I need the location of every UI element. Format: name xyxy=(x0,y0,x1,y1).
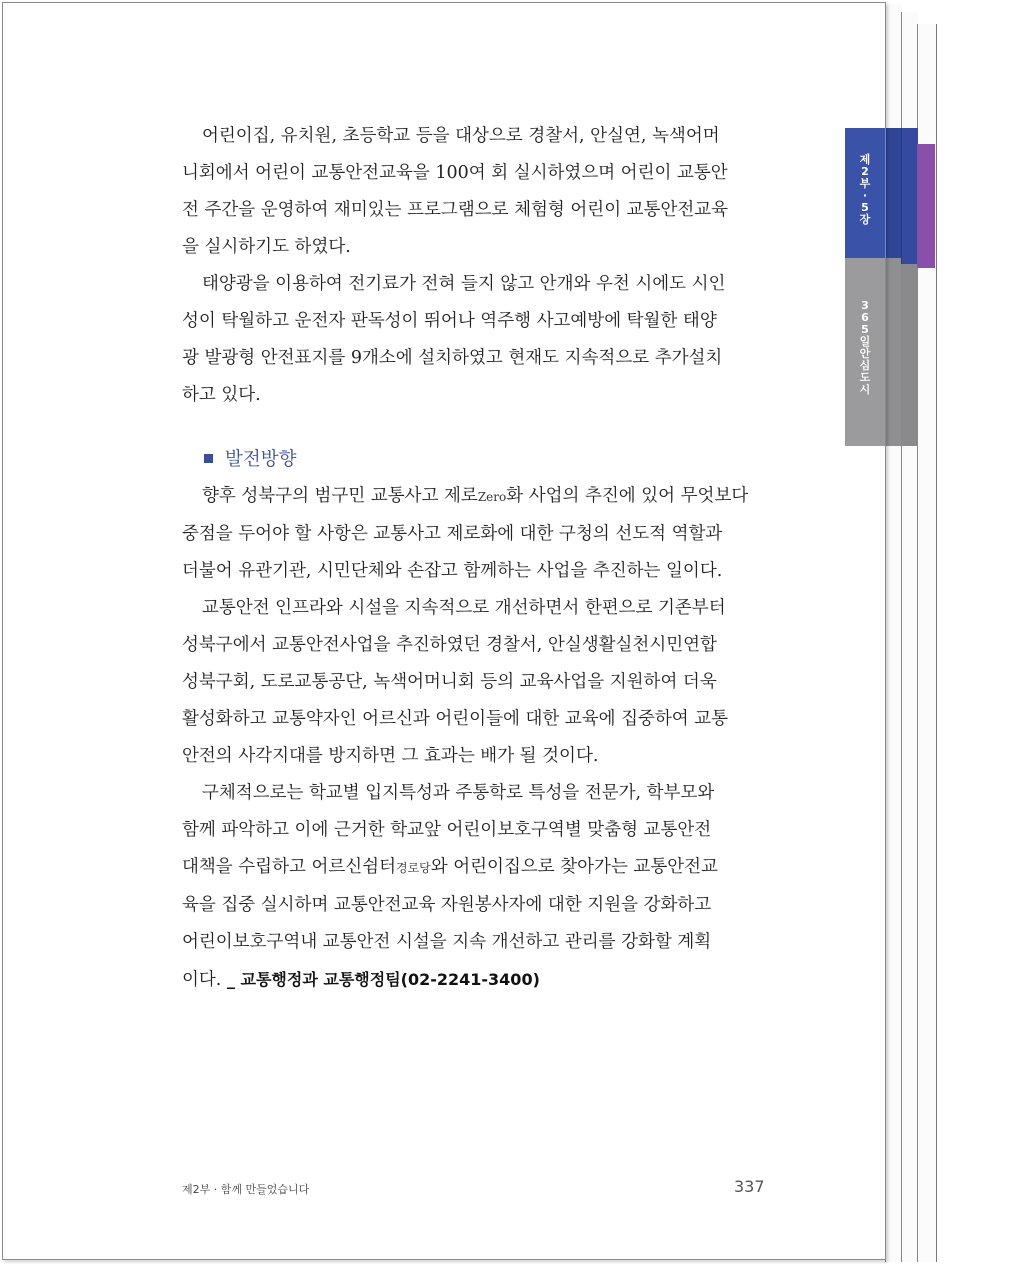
text-line: 성북구에서 교통안전사업을 추진하였던 경찰서, 안실생활실천시민연합 xyxy=(182,635,717,655)
text-line: 활성화하고 교통약자인 어르신과 어린이들에 대한 교육에 집중하여 교통 xyxy=(182,709,729,729)
text-line: 안전의 사각지대를 방지하면 그 효과는 배가 될 것이다. xyxy=(182,746,599,766)
text-line: 구체적으로는 학교별 입지특성과 주통학로 특성을 전문가, 학부모와 xyxy=(202,783,715,803)
tab-edge-blue xyxy=(901,128,918,264)
paragraph xyxy=(182,775,764,999)
running-footer: 제2부 · 함께 만들었습니다 xyxy=(182,1183,310,1196)
text-line: 교통안전 인프라와 시설을 지속적으로 개선하면서 한편으로 기존부터 xyxy=(202,598,726,618)
text-line: 전 주간을 운영하여 재미있는 프로그램으로 체험형 어린이 교통안전교육 xyxy=(182,200,729,220)
text-line: 더불어 유관기관, 시민단체와 손잡고 함께하는 사업을 추진하는 일이다. xyxy=(182,561,723,581)
paragraph xyxy=(182,478,764,590)
tab-char: 심 xyxy=(859,359,871,372)
text-line: 광 발광형 안전표지를 9개소에 설치하였고 현재도 지속적으로 추가설치 xyxy=(182,348,723,368)
section-heading xyxy=(204,440,764,476)
tab-edge-gray xyxy=(885,258,901,446)
tab-edge-purple xyxy=(917,144,935,268)
text-line xyxy=(182,849,764,887)
page-number: 337 xyxy=(734,1177,765,1196)
tab-char: 5 xyxy=(861,201,869,214)
tab-char: 장 xyxy=(859,213,871,226)
bullet-square-icon xyxy=(204,454,213,463)
tab-char: · xyxy=(862,189,868,202)
text-line: 중점을 두어야 할 사항은 교통사고 제로화에 대한 구청의 선도적 역할과 xyxy=(182,524,723,544)
body-text xyxy=(182,118,764,999)
text-line: 어린이집, 유치원, 초등학교 등을 대상으로 경찰서, 안실연, 녹색어머 xyxy=(202,126,720,146)
chapter-tab-label xyxy=(845,154,885,226)
credit-line: _ 교통행정과 교통행정팀(02-2241-3400) xyxy=(226,970,540,989)
paragraph xyxy=(182,266,764,414)
text-line: 육을 집중 실시하며 교통안전교육 자원봉사자에 대한 지원을 강화하고 xyxy=(182,895,712,915)
tab-char: 도 xyxy=(859,371,871,384)
chapter-tab[interactable] xyxy=(845,128,885,258)
text-line: 하고 있다. xyxy=(182,385,261,405)
tab-char: 안 xyxy=(859,347,871,360)
tab-char: 2 xyxy=(861,165,869,178)
tab-char: 제 xyxy=(859,153,871,166)
text-run-small: 경로당 xyxy=(396,861,431,875)
tab-char: 5 xyxy=(861,323,869,336)
text-line xyxy=(182,478,764,516)
text-run: 와 어린이집으로 찾아가는 교통안전교 xyxy=(430,857,718,877)
tab-char: 부 xyxy=(859,177,871,190)
text-line: 어린이보호구역내 교통안전 시설을 지속 개선하고 관리를 강화할 계획 xyxy=(182,932,712,952)
text-run-small: Zero xyxy=(477,490,507,504)
text-run: 화 사업의 추진에 있어 무엇보다 xyxy=(506,486,749,506)
section-tab-label xyxy=(845,300,885,396)
text-line: 함께 파악하고 이에 근거한 학교앞 어린이보호구역별 맞춤형 교통안전 xyxy=(182,820,712,840)
section-tab[interactable] xyxy=(845,258,885,446)
tab-char: 일 xyxy=(859,335,871,348)
text-line: 태양광을 이용하여 전기료가 전혀 들지 않고 안개와 우천 시에도 시인 xyxy=(202,274,726,294)
section-heading-label: 발전방향 xyxy=(225,449,297,470)
tab-char: 3 xyxy=(861,299,869,312)
text-line: 성북구회, 도로교통공단, 녹색어머니회 등의 교육사업을 지원하여 더욱 xyxy=(182,672,717,692)
tab-char: 시 xyxy=(859,383,871,396)
tab-edge-gray xyxy=(901,264,917,446)
text-line: 성이 탁월하고 운전자 판독성이 뛰어나 역주행 사고예방에 탁월한 태양 xyxy=(182,311,717,331)
paragraph xyxy=(182,118,764,266)
tab-char: 6 xyxy=(861,311,869,324)
text-line: 니회에서 어린이 교통안전교육을 100여 회 실시하였으며 어린이 교통안 xyxy=(182,163,728,183)
text-run: 이다. xyxy=(182,970,222,990)
text-run: 대책을 수립하고 어르신쉼터 xyxy=(182,857,396,877)
paragraph xyxy=(182,590,764,775)
tab-edge-blue xyxy=(885,128,902,258)
text-line xyxy=(182,961,764,999)
text-line: 을 실시하기도 하였다. xyxy=(182,237,351,257)
text-run: 향후 성북구의 범구민 교통사고 제로 xyxy=(202,486,478,506)
